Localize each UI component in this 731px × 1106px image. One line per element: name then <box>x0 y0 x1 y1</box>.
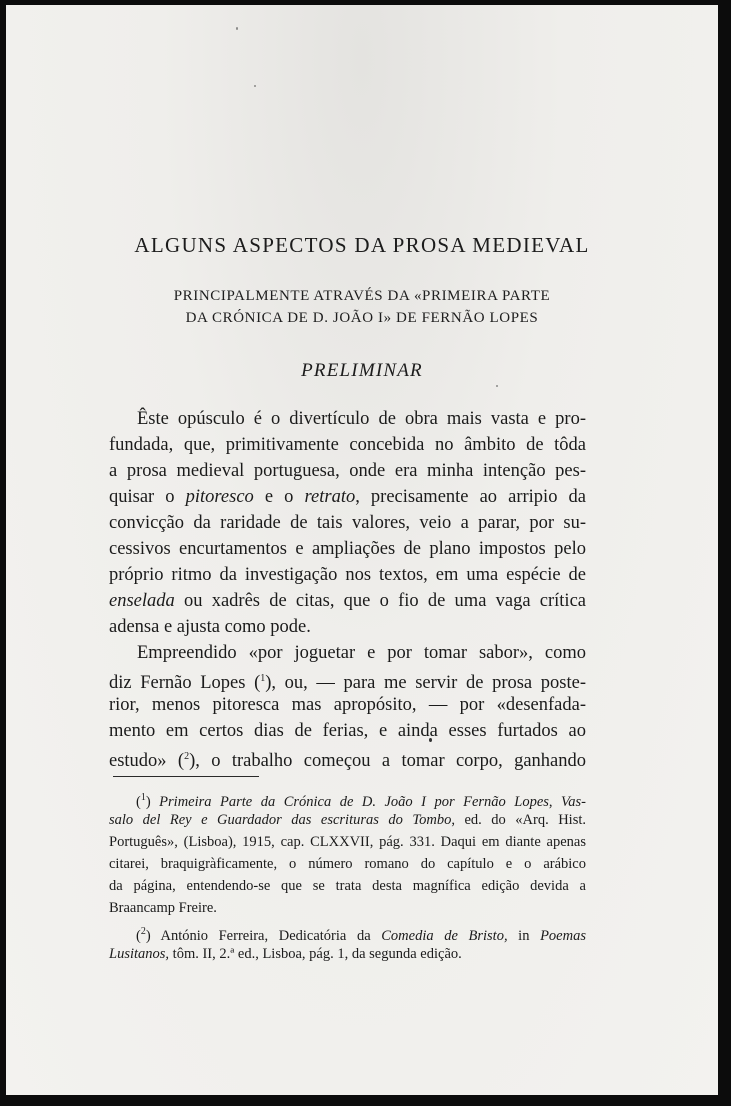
scan-speck <box>254 85 256 87</box>
footnote-rule <box>113 776 259 777</box>
footnote-line: Lusitanos, tôm. II, 2.ª ed., Lisboa, pág. 1, da segunda edição. <box>109 946 462 962</box>
body-line: enselada ou xadrês de citas, que o fio de uma vaga crítica <box>109 591 586 611</box>
body-line: Êste opúsculo é o divertículo de obra mais vasta e pro- <box>137 409 586 429</box>
body-line: a prosa medieval portuguesa, onde era minha intenção pes- <box>109 461 586 481</box>
body-line: cessivos encurtamentos e ampliações de plano impostos pelo <box>109 539 586 559</box>
footnote-line: Português», (Lisboa), 1915, cap. CLXXVII, pág. 331. Daqui em diante apenas <box>109 834 586 850</box>
body-line: estudo» ($^2$), o trabalho começou a tomar corpo, ganhando <box>109 751 586 772</box>
scan-speck <box>236 27 238 30</box>
footnote-line: citarei, braquigràficamente, o número romano do capítulo e o arábico <box>109 856 586 872</box>
footnote-line: Braancamp Freire. <box>109 900 217 916</box>
footnote-line: ($^1$) Primeira Parte da Crónica de D. João I por Fernão Lopes, Vas- <box>136 792 587 810</box>
body-line: Empreendido «por joguetar e por tomar sabor», como <box>137 643 586 663</box>
body-line: mento em certos dias de ferias, e ainda esses furtados ao <box>109 721 586 741</box>
body-line: convicção da raridade de tais valores, veio a parar, por su- <box>109 513 586 533</box>
page-title: ALGUNS ASPECTOS DA PROSA MEDIEVAL <box>134 233 590 257</box>
scanned-page <box>6 5 718 1095</box>
footnote-line: da página, entendendo-se que se trata desta magnífica edição devida a <box>109 878 586 894</box>
footnote-line: salo del Rey e Guardador das escrituras do Tombo, ed. do «Arq. Hist. <box>109 812 586 828</box>
body-line: rior, menos pitoresca mas apropósito, — por «desenfada- <box>109 695 586 715</box>
subtitle-line-1: PRINCIPALMENTE ATRAVÉS DA «PRIMEIRA PARTE <box>173 288 551 304</box>
scan-speck <box>496 385 498 387</box>
body-line: fundada, que, primitivamente concebida no âmbito de tôda <box>109 435 586 455</box>
subtitle-line-2: DA CRÓNICA DE D. JOÃO I» DE FERNÃO LOPES <box>185 310 539 326</box>
body-line: próprio ritmo da investigação nos textos, em uma espécie de <box>109 565 586 585</box>
body-line: quisar o pitoresco e o retrato, precisamente ao arripio da <box>109 487 586 507</box>
section-heading: PRELIMINAR <box>301 360 423 381</box>
footnote-line: ($^2$) António Ferreira, Dedicatória da Comedia de Bristo, in Poemas <box>136 926 586 944</box>
body-line: adensa e ajusta como pode. <box>109 617 311 637</box>
body-line: diz Fernão Lopes ($^1$), ou, — para me servir de prosa poste- <box>109 673 586 694</box>
